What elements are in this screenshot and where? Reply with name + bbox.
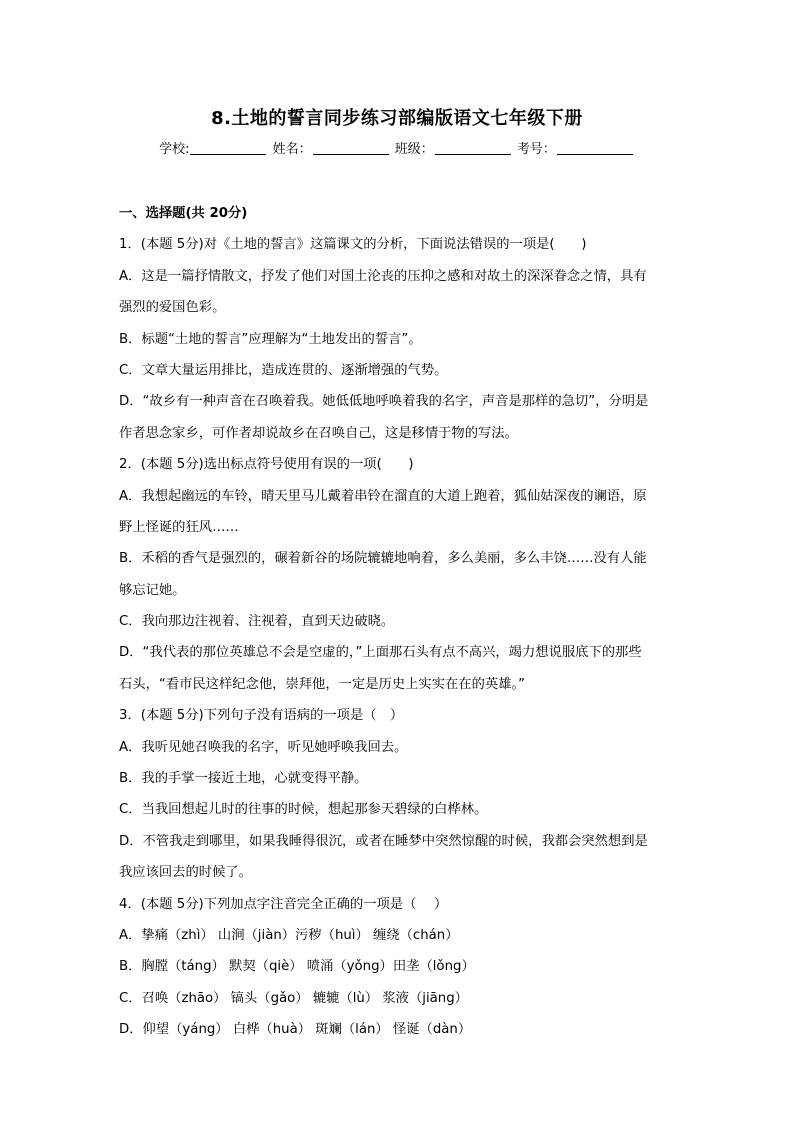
- text-line: 野上怪诞的狂风……: [119, 519, 239, 535]
- text-line: B．我的手掌一接近土地，心就变得平静。: [119, 771, 368, 787]
- text-line: A．我听见她召唤我的名字，听见她呼唤我回去。: [119, 739, 408, 755]
- text-line: B．禾稻的香气是强烈的，碾着新谷的场院辘辘地响着，多么美丽，多么丰饶……没有人能: [119, 551, 647, 567]
- text-line: 够忘记她。: [119, 582, 186, 598]
- text-line: A．挚痛（zhì） 山涧（jiàn）污秽（huì） 缠绕（chán）: [119, 927, 459, 943]
- text-line: C．我向那边注视着、注视着，直到天边破晓。: [119, 614, 395, 630]
- text-line: C．召唤（zhāo） 镐头（gǎo） 辘辘（lù） 浆液（jiāng）: [119, 990, 468, 1006]
- text-line: 2．(本题 5分)选出标点符号使用有误的一项( ): [119, 457, 414, 473]
- text-line: C．当我回想起儿时的往事的时候，想起那参天碧绿的白桦林。: [119, 802, 488, 818]
- name-blank[interactable]: [313, 141, 389, 155]
- student-info-row: [0, 138, 794, 157]
- text-line: D．仰望（yáng） 白桦（huà） 斑斓（lán） 怪诞（dàn）: [119, 1022, 472, 1038]
- section-heading: 一、选择题(共 20分): [119, 206, 248, 221]
- document-title: 8.土地的誓言同步练习部编版语文七年级下册: [211, 108, 583, 129]
- text-line: A．我想起幽远的车铃，晴天里马儿戴着串铃在溜直的大道上跑着，狐仙姑深夜的谰语，原: [119, 488, 647, 504]
- text-line: D．“我代表的那位英雄总不会是空虚的，”上面那石头有点不高兴，竭力想说服底下的那些: [119, 645, 642, 661]
- text-line: A．这是一篇抒情散文，抒发了他们对国土沦丧的压抑之感和对故土的深深眷念之情，具有: [119, 268, 647, 284]
- text-line: 石头，“看市民这样纪念他，崇拜他，一定是历史上实实在在的英雄。”: [119, 676, 526, 692]
- text-line: D．不管我走到哪里，如果我睡得很沉，或者在睡梦中突然惊醒的时候，我都会突然想到是: [119, 833, 648, 849]
- question-content: [119, 198, 679, 1046]
- text-line: B．胸膛（táng） 默契（qiè） 喷涌（yǒng）田垄（lǒng）: [119, 959, 475, 975]
- school-blank[interactable]: [190, 141, 266, 155]
- text-line: 强烈的爱国色彩。: [119, 300, 226, 316]
- text-line: 1．(本题 5分)对《土地的誓言》这篇课文的分析，下面说法错误的一项是( ): [119, 237, 587, 253]
- text-line: 4．(本题 5分)下列加点字注音完全正确的一项是（ ）: [119, 896, 448, 912]
- name-label: 姓名：: [272, 142, 312, 157]
- class-label: 班级：: [394, 142, 434, 157]
- text-line: 作者思念家乡，可作者却说故乡在召唤自己，这是移情于物的写法。: [119, 425, 518, 441]
- text-line: B．标题“土地的誓言”应理解为“土地发出的誓言”。: [119, 331, 422, 347]
- text-line: D．“故乡有一种声音在召唤着我。她低低地呼唤着我的名字，声音是那样的急切”，分明是: [119, 394, 649, 410]
- text-line: 我应该回去的时候了。: [119, 865, 252, 881]
- class-blank[interactable]: [435, 141, 511, 155]
- school-label: 学校:: [159, 142, 190, 157]
- text-line: 3．(本题 5分)下列句子没有语病的一项是（ ）: [119, 708, 404, 724]
- exam-number-label: 考号：: [516, 142, 556, 157]
- text-line: C．文章大量运用排比，造成连贯的、逐渐增强的气势。: [119, 362, 448, 378]
- exam-number-blank[interactable]: [557, 141, 633, 155]
